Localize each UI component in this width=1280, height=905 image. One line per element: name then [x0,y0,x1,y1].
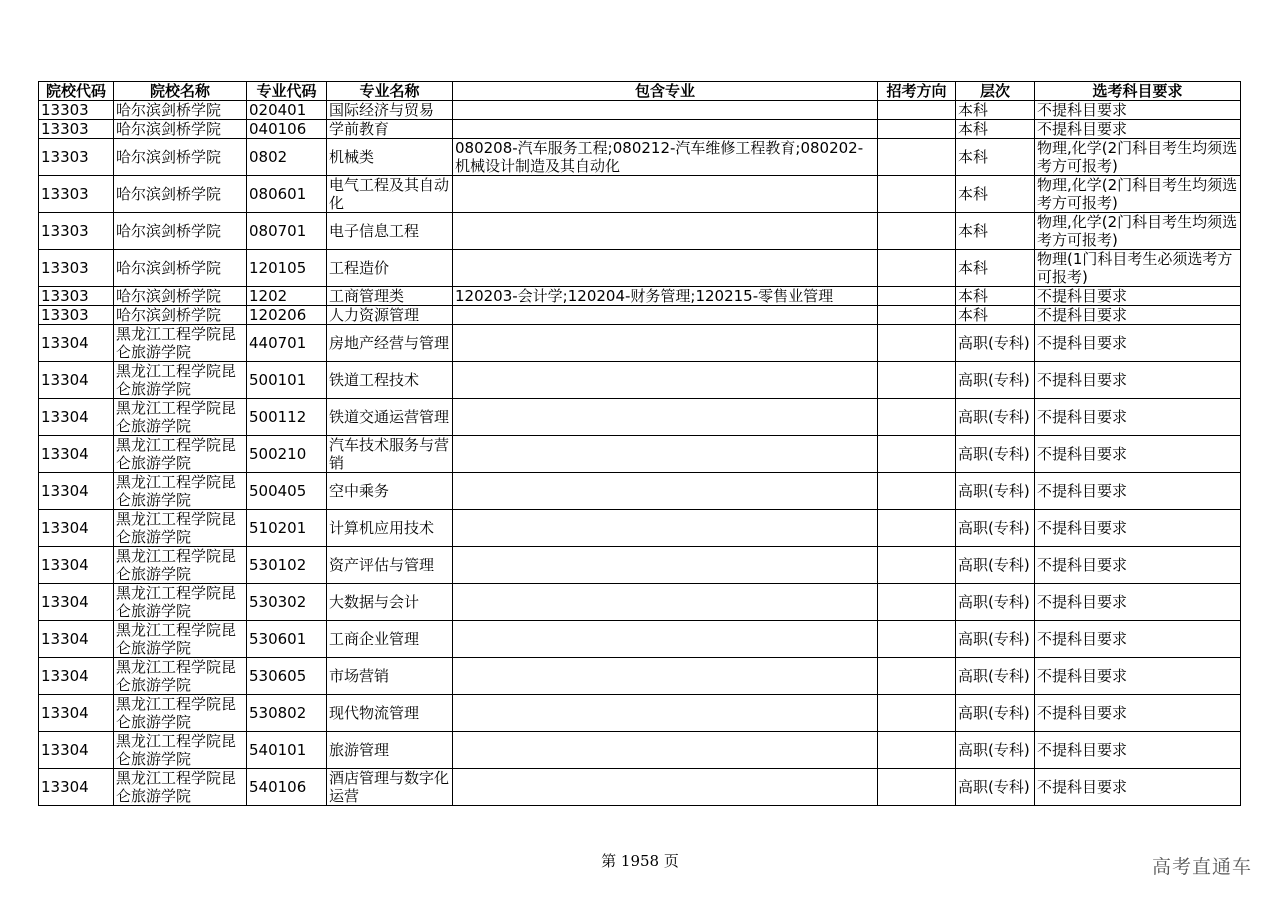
subject-requirement-cell: 不提科目要求 [1035,658,1241,695]
major-name-cell: 国际经济与贸易 [327,101,453,120]
school-name-cell: 黑龙江工程学院昆仑旅游学院 [114,658,247,695]
level-cell: 高职(专科) [956,362,1035,399]
major-name-cell: 工程造价 [327,250,453,287]
school-code-cell: 13304 [39,473,114,510]
included-majors-cell [453,769,878,806]
direction-cell [878,510,956,547]
level-cell: 高职(专科) [956,510,1035,547]
school-code-cell: 13304 [39,362,114,399]
school-name-cell: 黑龙江工程学院昆仑旅游学院 [114,436,247,473]
major-code-cell: 080601 [247,176,327,213]
level-cell: 本科 [956,101,1035,120]
included-majors-cell [453,510,878,547]
header-row [39,82,1241,101]
included-majors-cell [453,399,878,436]
major-code-cell: 020401 [247,101,327,120]
header-school-code: 院校代码 [39,82,114,101]
major-name-cell: 市场营销 [327,658,453,695]
header-included-majors: 包含专业 [453,82,878,101]
major-code-cell: 120206 [247,306,327,325]
table-row [39,399,1241,436]
school-name-cell: 哈尔滨剑桥学院 [114,287,247,306]
school-name-cell: 黑龙江工程学院昆仑旅游学院 [114,584,247,621]
school-name-cell: 哈尔滨剑桥学院 [114,101,247,120]
table-row [39,584,1241,621]
major-name-cell: 房地产经营与管理 [327,325,453,362]
table-row [39,120,1241,139]
table-row [39,101,1241,120]
school-name-cell: 黑龙江工程学院昆仑旅游学院 [114,695,247,732]
direction-cell [878,621,956,658]
direction-cell [878,399,956,436]
direction-cell [878,287,956,306]
major-code-cell: 530802 [247,695,327,732]
direction-cell [878,176,956,213]
included-majors-cell: 120203-会计学;120204-财务管理;120215-零售业管理 [453,287,878,306]
school-name-cell: 黑龙江工程学院昆仑旅游学院 [114,547,247,584]
table-row [39,213,1241,250]
major-code-cell: 500112 [247,399,327,436]
included-majors-cell [453,101,878,120]
major-code-cell: 500210 [247,436,327,473]
school-code-cell: 13303 [39,139,114,176]
major-name-cell: 电气工程及其自动化 [327,176,453,213]
included-majors-cell [453,176,878,213]
direction-cell [878,362,956,399]
direction-cell [878,101,956,120]
major-code-cell: 120105 [247,250,327,287]
school-code-cell: 13303 [39,250,114,287]
header-major-code: 专业代码 [247,82,327,101]
direction-cell [878,658,956,695]
table-row [39,176,1241,213]
school-name-cell: 哈尔滨剑桥学院 [114,120,247,139]
subject-requirement-cell: 物理(1门科目考生必须选考方可报考) [1035,250,1241,287]
subject-requirement-cell: 不提科目要求 [1035,473,1241,510]
major-code-cell: 510201 [247,510,327,547]
major-name-cell: 机械类 [327,139,453,176]
major-code-cell: 1202 [247,287,327,306]
table-row [39,325,1241,362]
level-cell: 高职(专科) [956,732,1035,769]
school-code-cell: 13303 [39,101,114,120]
level-cell: 本科 [956,250,1035,287]
school-code-cell: 13304 [39,769,114,806]
major-code-cell: 500405 [247,473,327,510]
direction-cell [878,695,956,732]
level-cell: 本科 [956,213,1035,250]
major-name-cell: 工商管理类 [327,287,453,306]
school-code-cell: 13303 [39,176,114,213]
included-majors-cell [453,584,878,621]
included-majors-cell: 080208-汽车服务工程;080212-汽车维修工程教育;080202-机械设计制造及其自动化 [453,139,878,176]
level-cell: 高职(专科) [956,399,1035,436]
major-name-cell: 现代物流管理 [327,695,453,732]
level-cell: 高职(专科) [956,695,1035,732]
school-name-cell: 哈尔滨剑桥学院 [114,176,247,213]
school-code-cell: 13304 [39,399,114,436]
included-majors-cell [453,120,878,139]
major-code-cell: 440701 [247,325,327,362]
school-code-cell: 13303 [39,306,114,325]
subject-requirement-cell: 物理,化学(2门科目考生均须选考方可报考) [1035,139,1241,176]
included-majors-cell [453,547,878,584]
subject-requirement-cell: 不提科目要求 [1035,584,1241,621]
major-code-cell: 0802 [247,139,327,176]
table-row [39,250,1241,287]
watermark-logo: 高考直通车 [1151,856,1252,878]
major-code-cell: 500101 [247,362,327,399]
subject-requirement-cell: 不提科目要求 [1035,436,1241,473]
school-code-cell: 13304 [39,658,114,695]
school-name-cell: 黑龙江工程学院昆仑旅游学院 [114,473,247,510]
level-cell: 本科 [956,287,1035,306]
direction-cell [878,139,956,176]
level-cell: 高职(专科) [956,473,1035,510]
table-row [39,658,1241,695]
subject-requirement-cell: 不提科目要求 [1035,287,1241,306]
school-code-cell: 13304 [39,732,114,769]
included-majors-cell [453,250,878,287]
major-name-cell: 旅游管理 [327,732,453,769]
page-number: 第 1958 页 [601,852,679,870]
subject-requirement-cell: 不提科目要求 [1035,547,1241,584]
table-row [39,473,1241,510]
major-code-cell: 530605 [247,658,327,695]
subject-requirement-cell: 不提科目要求 [1035,769,1241,806]
school-code-cell: 13304 [39,584,114,621]
table-row [39,306,1241,325]
direction-cell [878,473,956,510]
direction-cell [878,306,956,325]
subject-requirement-cell: 物理,化学(2门科目考生均须选考方可报考) [1035,176,1241,213]
subject-requirement-cell: 物理,化学(2门科目考生均须选考方可报考) [1035,213,1241,250]
table-row [39,621,1241,658]
included-majors-cell [453,658,878,695]
subject-requirement-cell: 不提科目要求 [1035,325,1241,362]
major-code-cell: 540106 [247,769,327,806]
major-name-cell: 汽车技术服务与营销 [327,436,453,473]
table-row [39,547,1241,584]
included-majors-cell [453,306,878,325]
major-code-cell: 040106 [247,120,327,139]
school-code-cell: 13304 [39,621,114,658]
direction-cell [878,584,956,621]
level-cell: 高职(专科) [956,547,1035,584]
direction-cell [878,547,956,584]
admission-table [38,81,1241,806]
major-name-cell: 空中乘务 [327,473,453,510]
header-direction: 招考方向 [878,82,956,101]
subject-requirement-cell: 不提科目要求 [1035,732,1241,769]
subject-requirement-cell: 不提科目要求 [1035,621,1241,658]
header-level: 层次 [956,82,1035,101]
major-code-cell: 080701 [247,213,327,250]
major-code-cell: 530302 [247,584,327,621]
school-name-cell: 黑龙江工程学院昆仑旅游学院 [114,325,247,362]
major-code-cell: 540101 [247,732,327,769]
school-code-cell: 13303 [39,213,114,250]
school-code-cell: 13304 [39,325,114,362]
major-name-cell: 资产评估与管理 [327,547,453,584]
table-row [39,769,1241,806]
major-code-cell: 530601 [247,621,327,658]
school-name-cell: 哈尔滨剑桥学院 [114,250,247,287]
major-name-cell: 酒店管理与数字化运营 [327,769,453,806]
level-cell: 高职(专科) [956,325,1035,362]
level-cell: 本科 [956,176,1035,213]
major-name-cell: 大数据与会计 [327,584,453,621]
level-cell: 本科 [956,120,1035,139]
major-name-cell: 铁道交通运营管理 [327,399,453,436]
level-cell: 高职(专科) [956,621,1035,658]
major-name-cell: 学前教育 [327,120,453,139]
school-name-cell: 黑龙江工程学院昆仑旅游学院 [114,769,247,806]
direction-cell [878,769,956,806]
major-name-cell: 铁道工程技术 [327,362,453,399]
major-name-cell: 工商企业管理 [327,621,453,658]
school-name-cell: 哈尔滨剑桥学院 [114,139,247,176]
major-name-cell: 计算机应用技术 [327,510,453,547]
table-row [39,695,1241,732]
major-code-cell: 530102 [247,547,327,584]
school-name-cell: 黑龙江工程学院昆仑旅游学院 [114,621,247,658]
school-code-cell: 13304 [39,695,114,732]
major-name-cell: 电子信息工程 [327,213,453,250]
header-major-name: 专业名称 [327,82,453,101]
level-cell: 高职(专科) [956,584,1035,621]
included-majors-cell [453,325,878,362]
major-name-cell: 人力资源管理 [327,306,453,325]
table-row [39,436,1241,473]
table-row [39,510,1241,547]
level-cell: 高职(专科) [956,658,1035,695]
direction-cell [878,436,956,473]
subject-requirement-cell: 不提科目要求 [1035,362,1241,399]
subject-requirement-cell: 不提科目要求 [1035,306,1241,325]
school-code-cell: 13304 [39,510,114,547]
level-cell: 本科 [956,306,1035,325]
subject-requirement-cell: 不提科目要求 [1035,101,1241,120]
direction-cell [878,325,956,362]
school-code-cell: 13304 [39,436,114,473]
direction-cell [878,120,956,139]
level-cell: 高职(专科) [956,436,1035,473]
subject-requirement-cell: 不提科目要求 [1035,120,1241,139]
subject-requirement-cell: 不提科目要求 [1035,510,1241,547]
included-majors-cell [453,695,878,732]
direction-cell [878,213,956,250]
school-name-cell: 黑龙江工程学院昆仑旅游学院 [114,510,247,547]
included-majors-cell [453,621,878,658]
level-cell: 本科 [956,139,1035,176]
table-row [39,287,1241,306]
included-majors-cell [453,436,878,473]
school-name-cell: 哈尔滨剑桥学院 [114,306,247,325]
included-majors-cell [453,213,878,250]
school-name-cell: 黑龙江工程学院昆仑旅游学院 [114,732,247,769]
table-row [39,139,1241,176]
school-name-cell: 黑龙江工程学院昆仑旅游学院 [114,362,247,399]
school-name-cell: 哈尔滨剑桥学院 [114,213,247,250]
direction-cell [878,250,956,287]
included-majors-cell [453,473,878,510]
subject-requirement-cell: 不提科目要求 [1035,695,1241,732]
school-code-cell: 13303 [39,120,114,139]
included-majors-cell [453,732,878,769]
table-row [39,362,1241,399]
school-code-cell: 13304 [39,547,114,584]
level-cell: 高职(专科) [956,769,1035,806]
header-school-name: 院校名称 [114,82,247,101]
direction-cell [878,732,956,769]
school-code-cell: 13303 [39,287,114,306]
table-row [39,732,1241,769]
subject-requirement-cell: 不提科目要求 [1035,399,1241,436]
school-name-cell: 黑龙江工程学院昆仑旅游学院 [114,399,247,436]
header-subject-requirement: 选考科目要求 [1035,82,1241,101]
included-majors-cell [453,362,878,399]
